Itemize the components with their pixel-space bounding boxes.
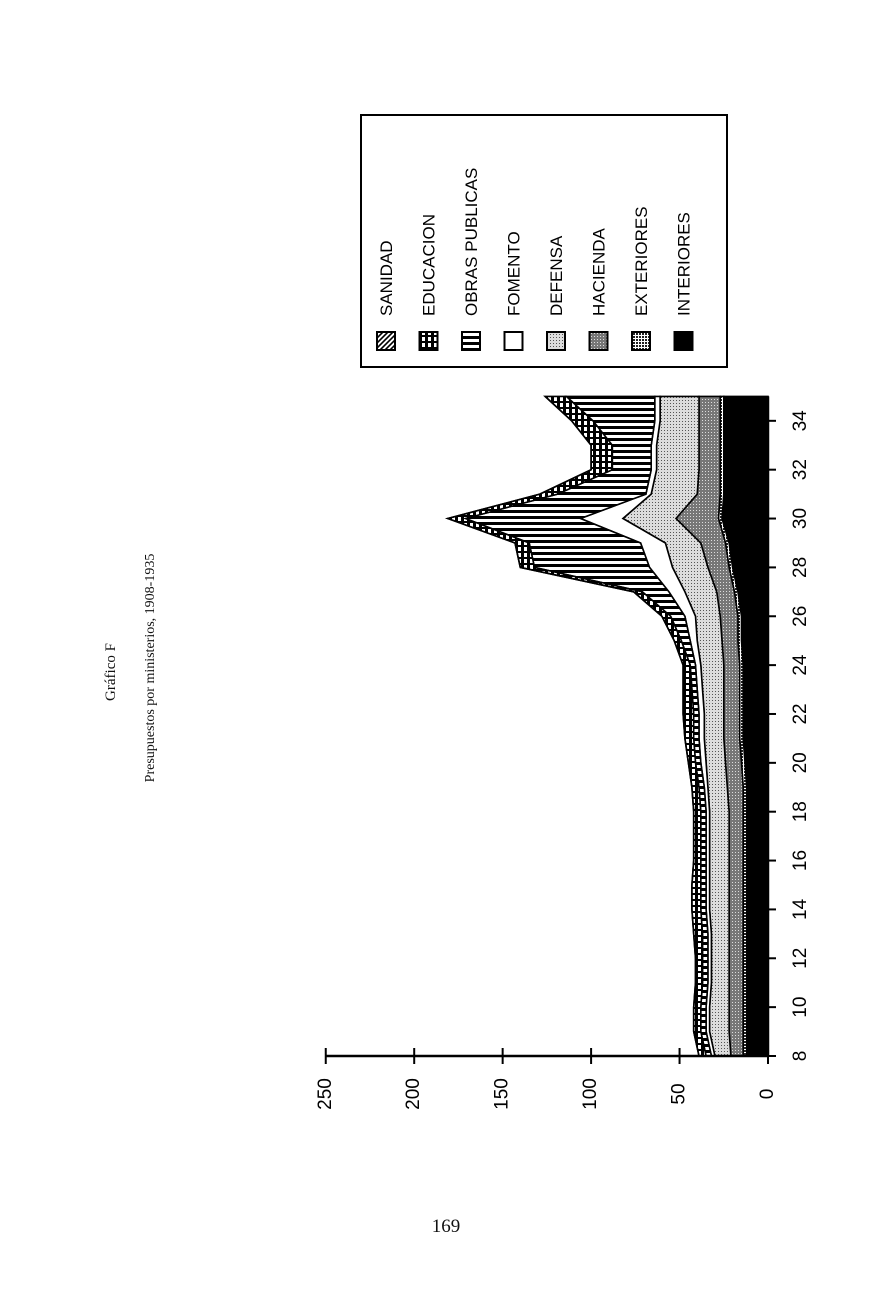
- legend: [361, 115, 727, 367]
- value-tick-label: 250: [314, 1078, 336, 1110]
- legend-swatch-exteriores: [632, 332, 650, 350]
- legend-swatch-interiores: [675, 332, 693, 350]
- x-tick-label: 16: [790, 849, 812, 872]
- legend-label-interiores: INTERIORES: [674, 212, 694, 316]
- legend-label-sanidad: SANIDAD: [377, 240, 396, 316]
- value-tick-label: 0: [757, 1088, 779, 1100]
- x-tick-label: 18: [790, 801, 812, 823]
- legend-label-defensa: DEFENSA: [547, 235, 566, 316]
- x-tick-label: 30: [790, 507, 812, 530]
- chart-title: Gráfico F: [103, 643, 119, 701]
- x-tick-label: 14: [790, 898, 812, 920]
- legend-label-fomento: FOMENTO: [504, 231, 524, 316]
- legend-swatch-educacion: [420, 332, 438, 350]
- legend-label-hacienda: HACIENDA: [589, 228, 609, 316]
- x-tick-label: 8: [790, 1050, 812, 1062]
- legend-label-educacion: EDUCACION: [419, 213, 439, 316]
- x-tick-label: 22: [790, 703, 812, 725]
- legend-label-obras-publicas: OBRAS PUBLICAS: [462, 167, 481, 316]
- x-tick-label: 34: [790, 410, 812, 432]
- legend-swatch-defensa: [547, 332, 565, 350]
- x-tick-label: 26: [790, 605, 812, 627]
- x-tick-label: 20: [790, 752, 812, 774]
- value-tick-label: 150: [491, 1078, 513, 1110]
- legend-swatch-obras-publicas: [462, 332, 480, 350]
- x-tick-label: 10: [790, 996, 812, 1018]
- x-tick-label: 12: [790, 947, 812, 969]
- page-number: 169: [431, 1216, 461, 1237]
- x-tick-label: 32: [790, 459, 812, 481]
- chart-subtitle: Presupuestos por ministerios, 1908-1935: [143, 553, 158, 783]
- x-tick-label: 28: [790, 556, 812, 578]
- area-series-layer: [448, 396, 768, 1056]
- value-tick-label: 50: [668, 1083, 690, 1105]
- x-tick-label: 24: [790, 654, 812, 676]
- legend-swatch-fomento: [505, 332, 523, 350]
- legend-label-exteriores: EXTERIORES: [632, 206, 651, 316]
- value-tick-label: 200: [403, 1078, 425, 1110]
- legend-frame: [361, 115, 727, 367]
- legend-swatch-sanidad: [377, 332, 395, 350]
- value-tick-label: 100: [580, 1078, 602, 1110]
- legend-swatch-hacienda: [590, 332, 608, 350]
